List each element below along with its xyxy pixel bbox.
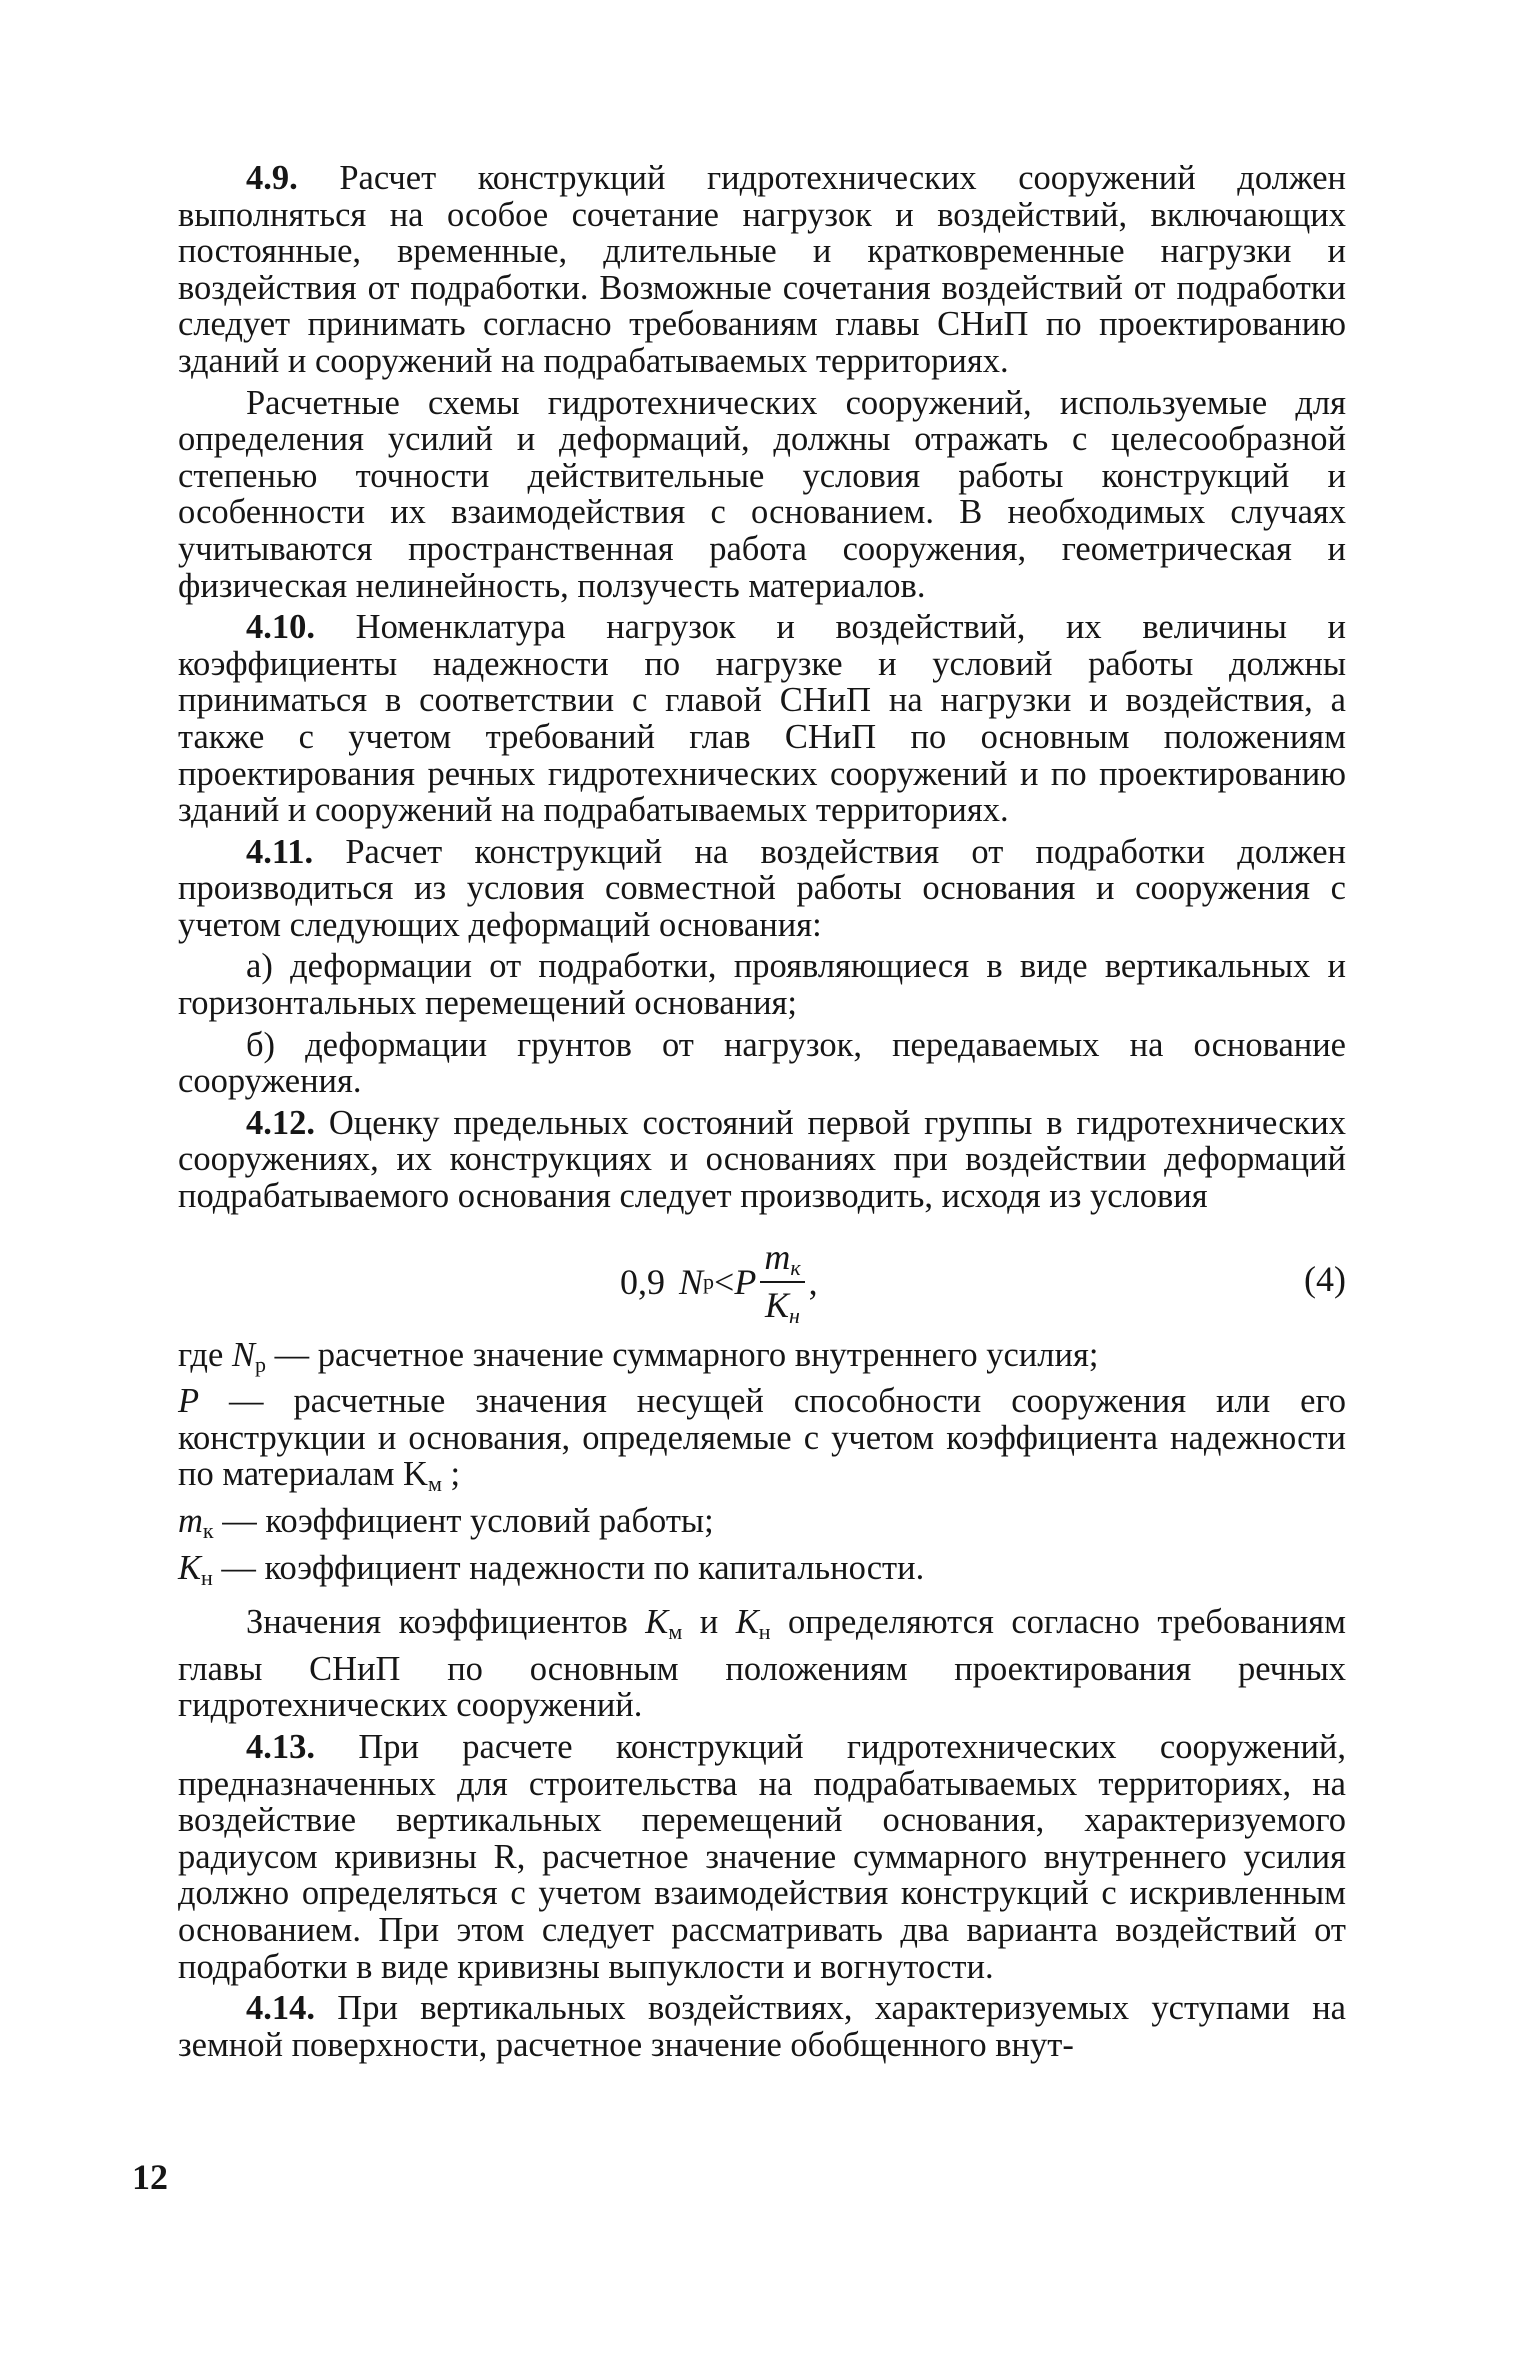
definition-kn: $K_н$ — коэффициент надежности по капитальности. xyxy=(178,1548,925,1590)
formula-4 xyxy=(178,1221,1346,1333)
paragraph-text: При вертикальных воздействиях, характеризуемых уступами на земной поверхности, расчетное значение обобщенного внут- xyxy=(178,1989,1346,2064)
list-item-a xyxy=(178,948,1346,1021)
formula-relation: < xyxy=(714,1262,735,1303)
paragraph-text: При расчете конструкций гидротехнических сооружений, предназначенных для строительства на подрабатываемых территориях, на воздействие вертикальных перемещений основания, характеризуемого радиусом кривизны R, расчетное значение суммарного внутреннего усилия должно определяться с учетом взаимодействия конструкций с искривленным основанием. При этом следует рассматривать два варианта воздействий от подработки в виде кривизны выпуклости и вогнутости. xyxy=(178,1727,1346,1986)
paragraph-text: Расчет конструкций на воздействия от подработки должен производиться из условия совместной работы основания и сооружения с учетом следующих деформаций основания: xyxy=(178,832,1346,944)
paragraph-text: Расчет конструкций гидротехнических сооружений должен выполняться на особое сочетание нагрузок и воздействий, включающих постоянные, временные, длительные и кратковременные нагрузки и воздействия от подработки. Возможные сочетания воздействий от подработки следует принимать согласно требованиям главы СНиП по проектированию зданий и сооружений на подрабатываемых территориях. xyxy=(178,159,1346,380)
paragraph-4-10 xyxy=(178,609,1346,829)
paragraph-text: а) деформации от подработки, проявляющиеся в виде вертикальных и горизонтальных перемещений основания; xyxy=(178,947,1346,1023)
formula-coefficient: 0,9 xyxy=(620,1262,665,1303)
clause-number: 4.14. xyxy=(246,1989,315,2028)
clause-number: 4.12. xyxy=(246,1103,315,1142)
equation-number: (4) xyxy=(1304,1258,1346,1299)
paragraph-4-9 xyxy=(178,160,1346,380)
paragraph-text: Номенклатура нагрузок и воздействий, их величины и коэффициенты надежности по нагрузке и условий работы должны приниматься в соответствии с главой СНиП на нагрузки и воздействия, а также с учетом требований глав СНиП по основным положениям проектирования речных гидротехнических сооружений и по проектированию зданий и сооружений на подрабатываемых территориях. xyxy=(178,608,1346,830)
paragraph-coefficients: Значения коэффициентов $K_м$ и $K_н$ определяются согласно требованиям главы СНиП по основным положениям проектирования речных гидротехнических сооружений. xyxy=(178,1603,1346,1725)
formula-np: N xyxy=(679,1262,704,1303)
formula-fraction xyxy=(760,1236,804,1328)
formula-np-sub: p xyxy=(703,1269,715,1295)
page-body xyxy=(178,160,1346,2068)
formula-comma: , xyxy=(808,1262,818,1303)
clause-number: 4.13. xyxy=(246,1727,315,1766)
paragraph-4-11 xyxy=(178,834,1346,944)
definition-mk: $m_к$ — коэффициент условий работы; xyxy=(178,1502,714,1543)
formula-body xyxy=(620,1236,818,1328)
definition-p: P — расчетные значения несущей способности сооружения или его конструкции и основания, определяемые с учетом коэффициента надежности по материалам $K_м$ ; xyxy=(178,1382,1346,1497)
clause-number: 4.10. xyxy=(246,608,315,647)
paragraph-text: б) деформации грунтов от нагрузок, передаваемых на основание сооружения. xyxy=(178,1025,1346,1101)
formula-p: P xyxy=(734,1262,757,1303)
definition-np: где $N_p$ — расчетное значение суммарного внутреннего усилия; xyxy=(178,1335,1099,1377)
list-item-b xyxy=(178,1027,1346,1100)
fraction-denominator: $K_н$ xyxy=(765,1284,800,1328)
paragraph-4-9-schemes xyxy=(178,385,1346,605)
paragraph-text: Оценку предельных состояний первой группы в гидротехнических сооружениях, их конструкциях и основаниях при воздействии деформаций подрабатываемого основания следует производить, исходя из условия xyxy=(178,1103,1346,1216)
clause-number: 4.9. xyxy=(246,159,298,197)
page-number: 12 xyxy=(132,2157,168,2197)
clause-number: 4.11. xyxy=(246,832,314,871)
paragraph-4-12 xyxy=(178,1105,1346,1215)
paragraph-4-13 xyxy=(178,1729,1346,1985)
paragraph-text: Расчетные схемы гидротехнических сооружений, используемые для определения усилий и деформаций, должны отражать с целесообразной степенью точности действительные условия работы конструкций и особенности их взаимодействия с основанием. В необходимых случаях учитываются пространственная работа сооружения, геометрическая и физическая нелинейность, ползучесть материалов. xyxy=(178,383,1346,605)
fraction-numerator: $m_к$ xyxy=(760,1239,804,1283)
paragraph-4-14 xyxy=(178,1990,1346,2063)
